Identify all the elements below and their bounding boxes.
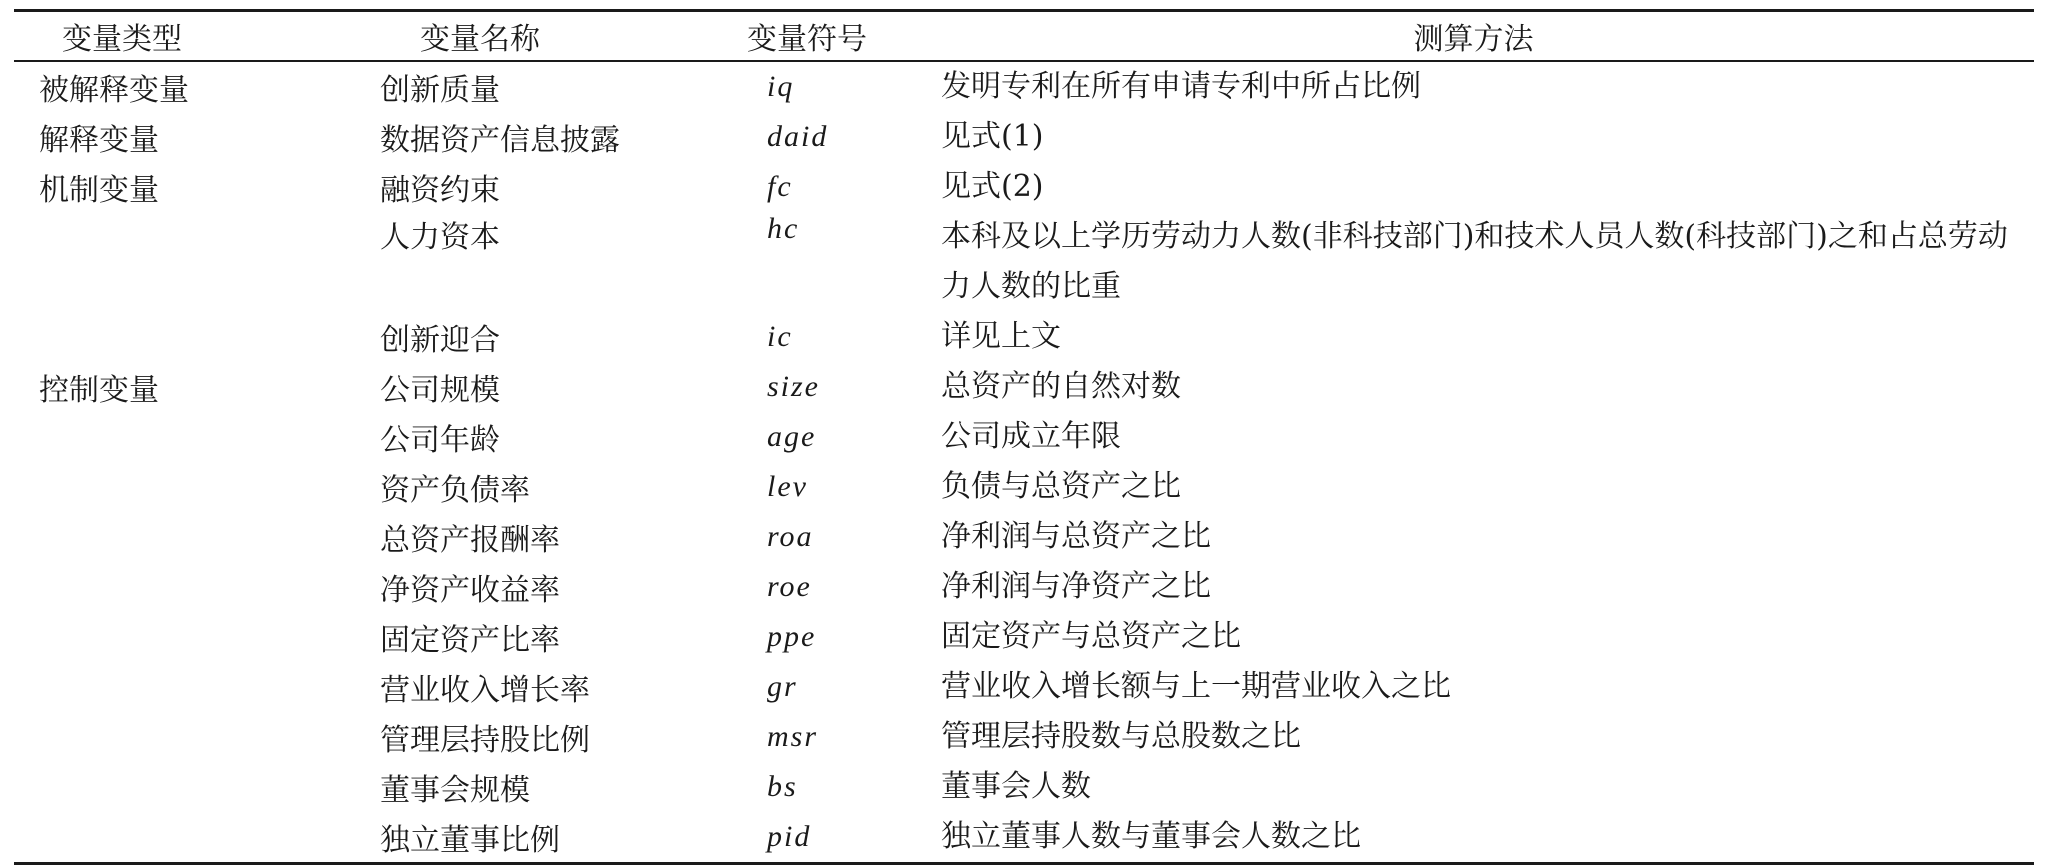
measurement-method-cell: 见式(1) [941, 119, 1044, 154]
variable-symbol-cell: fc [767, 170, 793, 203]
variable-type-cell: 被解释变量 [39, 73, 189, 108]
variable-type-cell [14, 462, 370, 512]
variable-name-cell: 创新质量 [380, 73, 500, 108]
variable-definition-table [14, 9, 2034, 865]
measurement-method-cell: 详见上文 [941, 319, 1061, 354]
measurement-method-cell: 净利润与总资产之比 [941, 519, 1211, 554]
variable-symbol-cell: iq [767, 70, 795, 103]
variable-type-cell: 控制变量 [39, 373, 159, 408]
variable-name-cell: 总资产报酬率 [380, 523, 560, 558]
measurement-method-cell: 董事会人数 [941, 769, 1091, 804]
table-row [14, 812, 2034, 864]
variable-name-cell: 营业收入增长率 [380, 673, 590, 708]
variable-symbol-cell: age [767, 420, 817, 453]
variable-symbol-cell: bs [767, 770, 798, 803]
header-measurement-method: 测算方法 [913, 11, 2034, 62]
table-row [14, 412, 2034, 462]
variable-type-cell [14, 312, 370, 362]
table-row [14, 312, 2034, 362]
variable-name-cell: 董事会规模 [380, 773, 530, 808]
table-row [14, 61, 2034, 112]
variable-name-cell: 公司规模 [380, 373, 500, 408]
header-variable-symbol: 变量符号 [727, 11, 913, 62]
measurement-method-cell: 本科及以上学历劳动力人数(非科技部门)和技术人员人数(科技部门)之和占总劳动力人数的比重 [941, 219, 2008, 304]
measurement-method-cell: 公司成立年限 [941, 419, 1121, 454]
variable-name-cell: 固定资产比率 [380, 623, 560, 658]
variable-type-cell [14, 712, 370, 762]
variable-type-cell [14, 662, 370, 712]
measurement-method-cell: 独立董事人数与董事会人数之比 [913, 812, 2034, 864]
variable-type-cell [14, 562, 370, 612]
measurement-method-cell: 管理层持股数与总股数之比 [941, 719, 1301, 754]
measurement-method-cell: 负债与总资产之比 [941, 469, 1181, 504]
variable-symbol-cell: roe [767, 570, 812, 603]
variable-name-cell: 人力资本 [380, 220, 500, 255]
measurement-method-cell: 固定资产与总资产之比 [941, 619, 1241, 654]
variable-name-cell: 独立董事比例 [370, 812, 727, 864]
variable-type-cell [14, 512, 370, 562]
variable-type-cell [14, 612, 370, 662]
variable-symbol-cell: roa [767, 520, 814, 553]
table-row [14, 512, 2034, 562]
variable-name-cell: 净资产收益率 [380, 573, 560, 608]
table-row [14, 212, 2034, 312]
variable-symbol-cell: msr [767, 720, 819, 753]
measurement-method-cell: 总资产的自然对数 [941, 369, 1181, 404]
variable-type-cell [14, 212, 370, 312]
variable-symbol-cell: daid [767, 120, 829, 153]
variable-symbol-cell: ppe [767, 620, 817, 653]
variable-name-cell: 融资约束 [380, 173, 500, 208]
variable-symbol-cell: pid [727, 812, 913, 864]
header-variable-name: 变量名称 [370, 11, 727, 62]
header-variable-type: 变量类型 [14, 11, 370, 62]
variable-type-cell [14, 412, 370, 462]
variable-type-cell [14, 812, 370, 864]
measurement-method-cell: 发明专利在所有申请专利中所占比例 [941, 69, 1421, 104]
variable-name-cell: 创新迎合 [380, 323, 500, 358]
table-row [14, 462, 2034, 512]
header-row [14, 11, 2034, 62]
variable-name-cell: 管理层持股比例 [380, 723, 590, 758]
table-row [14, 162, 2034, 212]
variable-name-cell: 公司年龄 [380, 423, 500, 458]
variable-symbol-cell: hc [767, 212, 800, 245]
table-row [14, 712, 2034, 762]
measurement-method-cell: 净利润与净资产之比 [941, 569, 1211, 604]
table-row [14, 112, 2034, 162]
variable-type-cell [14, 762, 370, 812]
table-row [14, 362, 2034, 412]
variable-symbol-cell: ic [767, 320, 793, 353]
measurement-method-cell: 营业收入增长额与上一期营业收入之比 [941, 669, 1451, 704]
variable-symbol-cell: lev [767, 470, 808, 503]
variable-name-cell: 资产负债率 [380, 473, 530, 508]
table-header [14, 11, 2034, 62]
variable-type-cell: 机制变量 [39, 173, 159, 208]
table-row [14, 762, 2034, 812]
variable-symbol-cell: size [767, 370, 820, 403]
table-row [14, 562, 2034, 612]
table-row [14, 612, 2034, 662]
variable-name-cell: 数据资产信息披露 [380, 123, 620, 158]
table-row [14, 662, 2034, 712]
variable-symbol-cell: gr [767, 670, 798, 703]
measurement-method-cell: 见式(2) [941, 169, 1044, 204]
table-body [14, 61, 2034, 864]
variable-type-cell: 解释变量 [39, 123, 159, 158]
